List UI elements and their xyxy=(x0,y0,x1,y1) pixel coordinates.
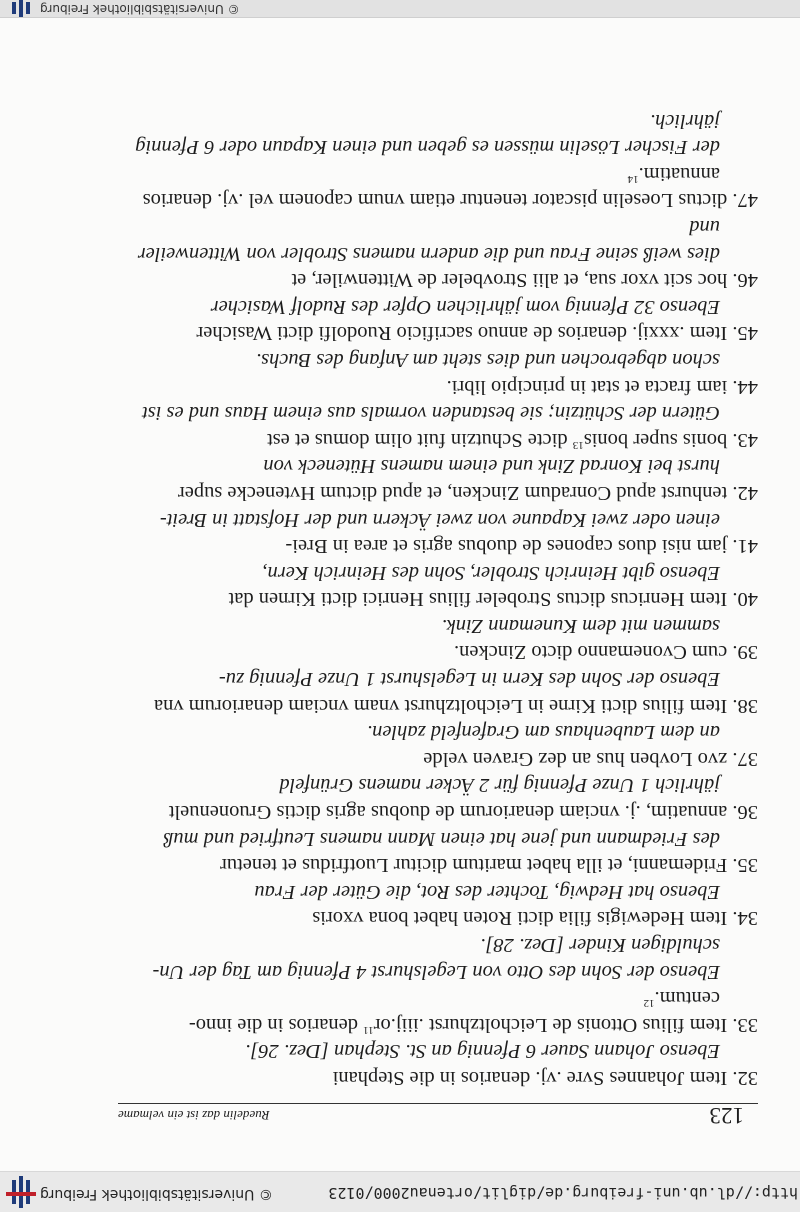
latin-line: 41. jam nisi duos capones de duobus agris et area in Brei- xyxy=(285,535,758,558)
german-line: schon abgebrochen und dies steht am Anfang des Buchs. xyxy=(255,348,720,371)
book-page xyxy=(118,107,758,1134)
german-line: Ebenso der Sohn des Kern in Legelshurst 1 Unze Pfennig zu- xyxy=(218,668,720,691)
german-line: hurst bei Konrad Zink und einem namens Hüteneck von xyxy=(263,455,720,478)
german-line: der Fischer Löselin müssen es geben und einen Kapaun oder 6 Pfennig xyxy=(135,136,720,159)
latin-line: 36. annuatim, .j. vnciam denariorum de duobus agris dictis Gruonenuelt xyxy=(168,801,758,824)
latin-line: 44. iam fracta et stat in principio libri. xyxy=(446,375,758,398)
entry-46 xyxy=(118,213,758,293)
running-title: Ruedelin daz ist ein velmame xyxy=(118,1108,270,1123)
german-line: jährlich. xyxy=(649,109,720,132)
german-line: dies weiß seine Frau und die andern namens Strobler von Wittenweiler xyxy=(137,242,720,265)
footnote-ref: 11 xyxy=(363,1023,374,1036)
entry-42 xyxy=(118,453,758,506)
viewer-header xyxy=(0,1171,800,1212)
entry-45 xyxy=(118,293,758,346)
latin-line: 45. Item .xxxij. denarios de annuo sacrificio Ruodolfi dicti Wasicher xyxy=(196,322,758,345)
entry-list xyxy=(118,107,758,1091)
german-line: Ebenso Johann Sauer 6 Pfennig an St. Stephan [Dez. 26]. xyxy=(245,1040,720,1063)
entry-47 xyxy=(118,107,758,213)
latin-line: 46. hoc scit vxor sua, et alii Strovbeler de Wittenwiler, et xyxy=(291,269,758,292)
university-logo-icon xyxy=(6,0,36,17)
entry-39 xyxy=(118,612,758,665)
latin-line: 40. Item Henricus dictus Strobeler filius Henrici dicti Kirnen dat xyxy=(228,588,758,611)
latin-line: 34. Item Hedewigis filia dicti Roten habet bona vxoris xyxy=(312,907,758,930)
latin-line: 35. Fridemanni, et illa habet maritum dicitur Luotfridus et tenetur xyxy=(220,854,758,877)
latin-line: 39. cum Cvonemanno dicto Zincken. xyxy=(453,641,758,664)
german-line: Gütern der Schützin; sie bestanden vormals aus einem Haus und es ist xyxy=(142,402,720,425)
latin-line: 32. Item Johannes Svre .vj. denarios in die Stephani xyxy=(332,1067,758,1089)
german-line: des Friedmann und jene hat einen Mann namens Leutfried und muß xyxy=(163,827,720,850)
copyright-notice: © Universitätsbibliothek Freiburg xyxy=(40,1186,273,1202)
latin-line: 38. Item filius dicti Kirne in Leicholtzhurst vnam vnciam denariorum vna xyxy=(153,694,758,717)
latin-line: 42. tenhurst apud Conradum Zincken, et apud dictum Hvtenecke super xyxy=(177,481,758,504)
running-head xyxy=(118,1103,758,1134)
viewer-footer xyxy=(0,0,800,18)
entry-41 xyxy=(118,506,758,559)
entry-36 xyxy=(118,772,758,825)
entry-37 xyxy=(118,719,758,772)
german-line: Ebenso 32 Pfennig vom jährlichen Opfer des Rudolf Wasicher xyxy=(210,295,720,318)
latin-line: 47. dictus Loeselin piscator tenentur etiam vnum caponem vel .vj. denarios xyxy=(142,189,758,212)
entry-43 xyxy=(118,400,758,453)
german-line: an dem Laubenhaus am Grafenfeld zahlen. xyxy=(366,721,720,744)
latin-line: 33. Item filius Ottonis de Leicholtzhurst $.iiij.or^{11}$ denarios in die inno- xyxy=(188,1013,758,1036)
entry-32 xyxy=(118,1038,758,1091)
entry-38 xyxy=(118,666,758,719)
entry-34 xyxy=(118,878,758,931)
entry-33 xyxy=(118,931,758,1037)
entry-44 xyxy=(118,346,758,399)
german-line: Ebenso der Sohn des Otto von Legelshurst 4 Pfennig am Tag der Un- xyxy=(152,960,720,983)
german-line: Ebenso gibt Heinrich Strobler, Sohn des Heinrich Kern, xyxy=(262,561,720,584)
copyright-notice-footer: © Universitätsbibliothek Freiburg xyxy=(40,2,240,16)
german-line: jährlich 1 Unze Pfennig für 2 Äcker namens Grünfeld xyxy=(279,774,720,797)
german-line: einen oder zwei Kapaune von zwei Äckern und der Hofstatt in Breit- xyxy=(159,508,720,531)
page-url[interactable]: http://dl.ub.uni-freiburg.de/diglit/ortenau2000/0123 xyxy=(328,1184,798,1202)
footnote-ref: 12 xyxy=(643,997,655,1010)
university-logo-icon xyxy=(6,1176,36,1208)
page-number: 123 xyxy=(709,1103,744,1128)
german-line: schuldigen Kinder [Dez. 28]. xyxy=(480,934,720,957)
entry-35 xyxy=(118,825,758,878)
latin-line-continued: centum.$^{12}$ xyxy=(643,987,720,1010)
german-line: Ebenso hat Hedwig, Tochter des Rot, die Güter der Frau xyxy=(254,880,720,903)
footnote-ref: 13 xyxy=(572,438,584,451)
latin-line: 43. bonis super bonis$^{13}$ dicte Schutzin fuit olim domus et est xyxy=(267,428,758,451)
latin-line: 37. zvo Lovben hus an dez Graven velde xyxy=(423,747,758,770)
german-line: und xyxy=(689,216,720,238)
german-line: sammen mit dem Kunemann Zink. xyxy=(441,614,720,637)
footnote-ref: 14 xyxy=(627,172,639,185)
latin-line-continued: annuatim.$^{14}$ xyxy=(627,162,720,185)
entry-40 xyxy=(118,559,758,612)
